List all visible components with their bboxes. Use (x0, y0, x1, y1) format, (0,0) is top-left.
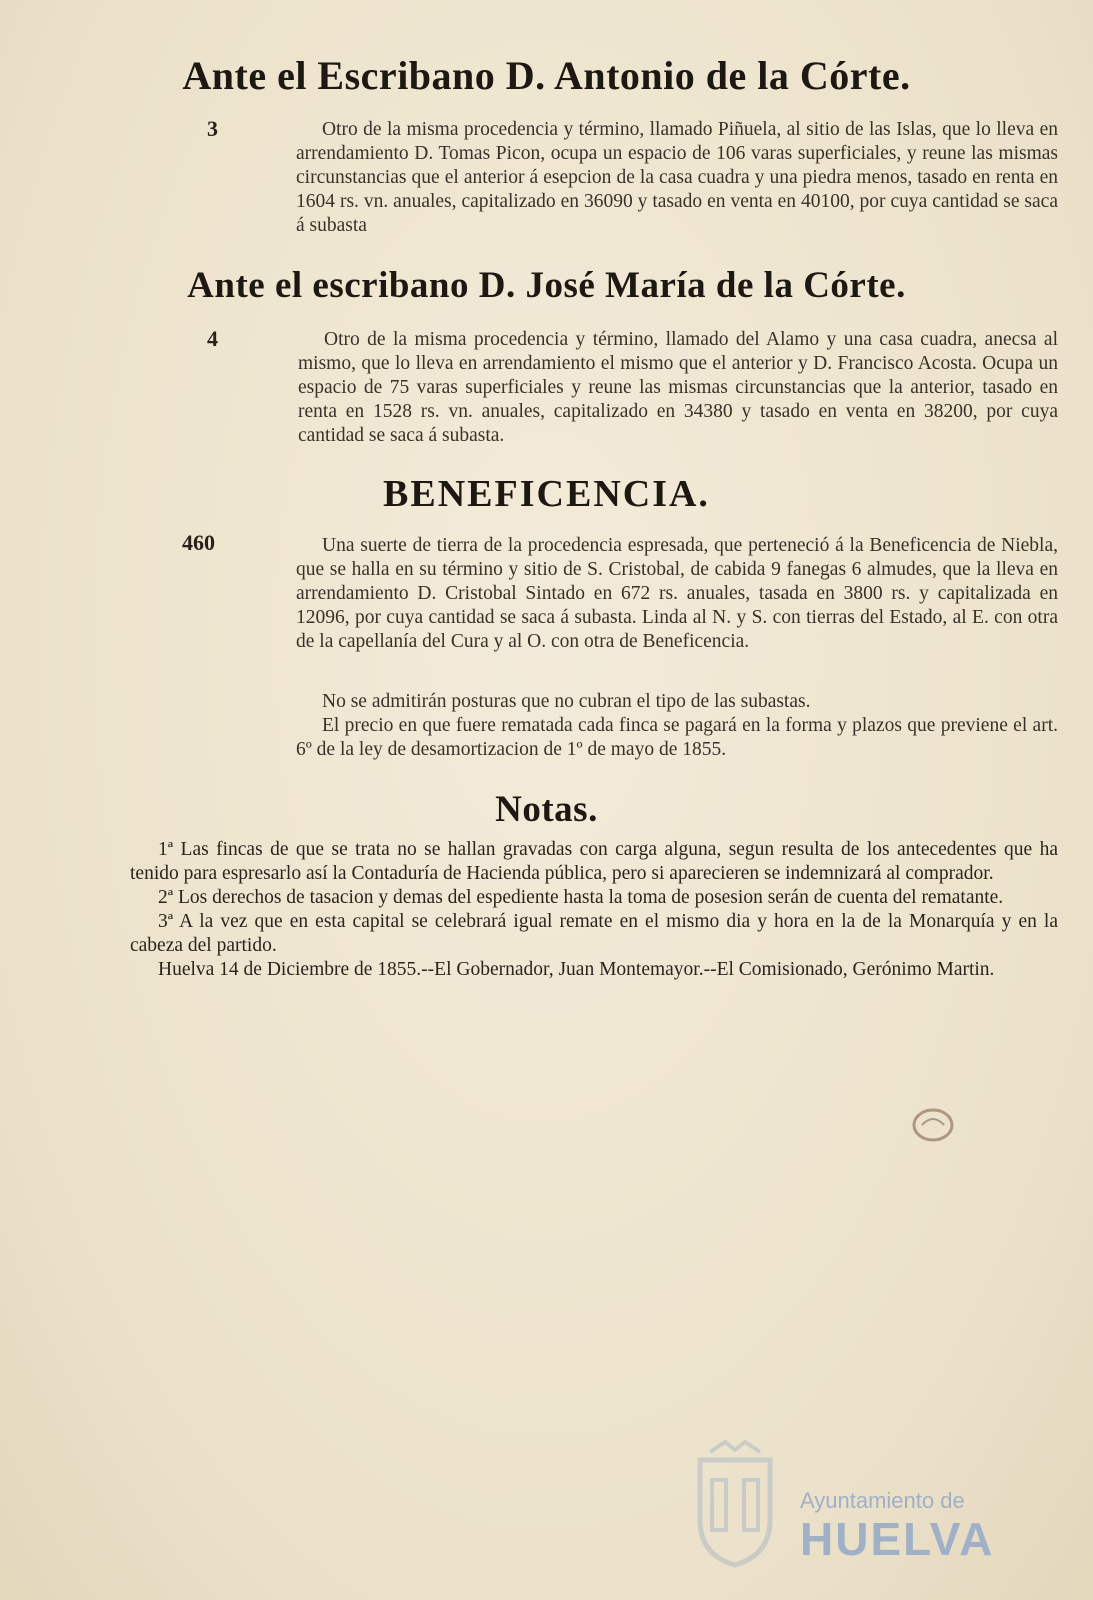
signature-line: Huelva 14 de Diciembre de 1855.--El Gobernador, Juan Montemayor.--El Comisionado, Gerónimo Martin. (158, 959, 995, 980)
watermark-line-1: Ayuntamiento de (800, 1488, 965, 1513)
note-2: 2ª Los derechos de tasacion y demas del espediente hasta la toma de posesion serán de cuenta del rematante. (158, 887, 1004, 908)
watermark-line-2: HUELVA (800, 1513, 995, 1565)
entry-paragraph: Otro de la misma procedencia y término, llamado del Alamo y una casa cuadra, anecsa al mismo, que lo lleva en arrendamiento el mismo que el anterior y D. Francisco Acosta. Ocupa un espacio de 75 varas superficiales y reune las mismas circunstancias que la anterior, tasado en renta en 1528 rs. vn. anuales, capitalizado en 34380 y tasado en venta en 38200, por cuya cantidad se saca á subasta. (298, 329, 1058, 446)
notes-section (130, 838, 1058, 982)
payment-condition: El precio en que fuere rematada cada finca se pagará en la forma y plazos que previene el art. 6º de la ley de desamortizacion de 1º de mayo de 1855. (296, 715, 1058, 760)
entry-paragraph: Una suerte de tierra de la procedencia espresada, que perteneció á la Beneficencia de Niebla, que se halla en su término y sitio de S. Cristobal, de cabida 9 fanegas 6 almudes, que la lleva en arrendamiento D. Cristobal Sintado en 672 rs. anuales, tasada en 3800 rs. y capitalizada en 12096, por cuya cantidad se saca á subasta. Linda al N. y S. con tierras del Estado, al E. con otra de la capellanía del Cura y al O. con otra de Beneficencia. (296, 535, 1058, 652)
entry-number: 4 (207, 326, 218, 351)
city-crest-icon (690, 1440, 780, 1570)
entry-number: 460 (182, 530, 215, 555)
note-1: 1ª Las fincas de que se trata no se hallan gravadas con carga alguna, segun resulta de los antecedentes que ha tenido para espresarlo así la Contaduría de Hacienda pública, pero si aparecieren se indemnizará al comprador. (130, 839, 1058, 884)
heading-beneficencia: BENEFICENCIA. (383, 473, 710, 515)
entry-paragraph: Otro de la misma procedencia y término, llamado Piñuela, al sitio de las Islas, que lo lleva en arrendamiento D. Tomas Picon, ocupa un espacio de 106 varas superficiales, y reune las mismas circunstancias que el anterior á esepcion de la casa cuadra y una piedra menos, tasado en renta en 1604 rs. vn. anuales, capitalizado en 36090 y tasado en venta en 40100, por cuya cantidad se saca á subasta (296, 119, 1058, 236)
note-3: 3ª A la vez que en esta capital se celebrará igual remate en el mismo dia y hora en la de la Monarquía y en la cabeza del partido. (130, 911, 1058, 956)
entry-number: 3 (207, 116, 218, 141)
heading-jose-maria: Ante el escribano D. José María de la Córte. (187, 265, 906, 306)
ink-stamp-icon (910, 1105, 956, 1145)
heading-antonio: Ante el Escribano D. Antonio de la Córte. (182, 53, 911, 98)
heading-notas: Notas. (495, 789, 598, 830)
auction-condition: No se admitirán posturas que no cubran el tipo de las subastas. (322, 691, 811, 712)
